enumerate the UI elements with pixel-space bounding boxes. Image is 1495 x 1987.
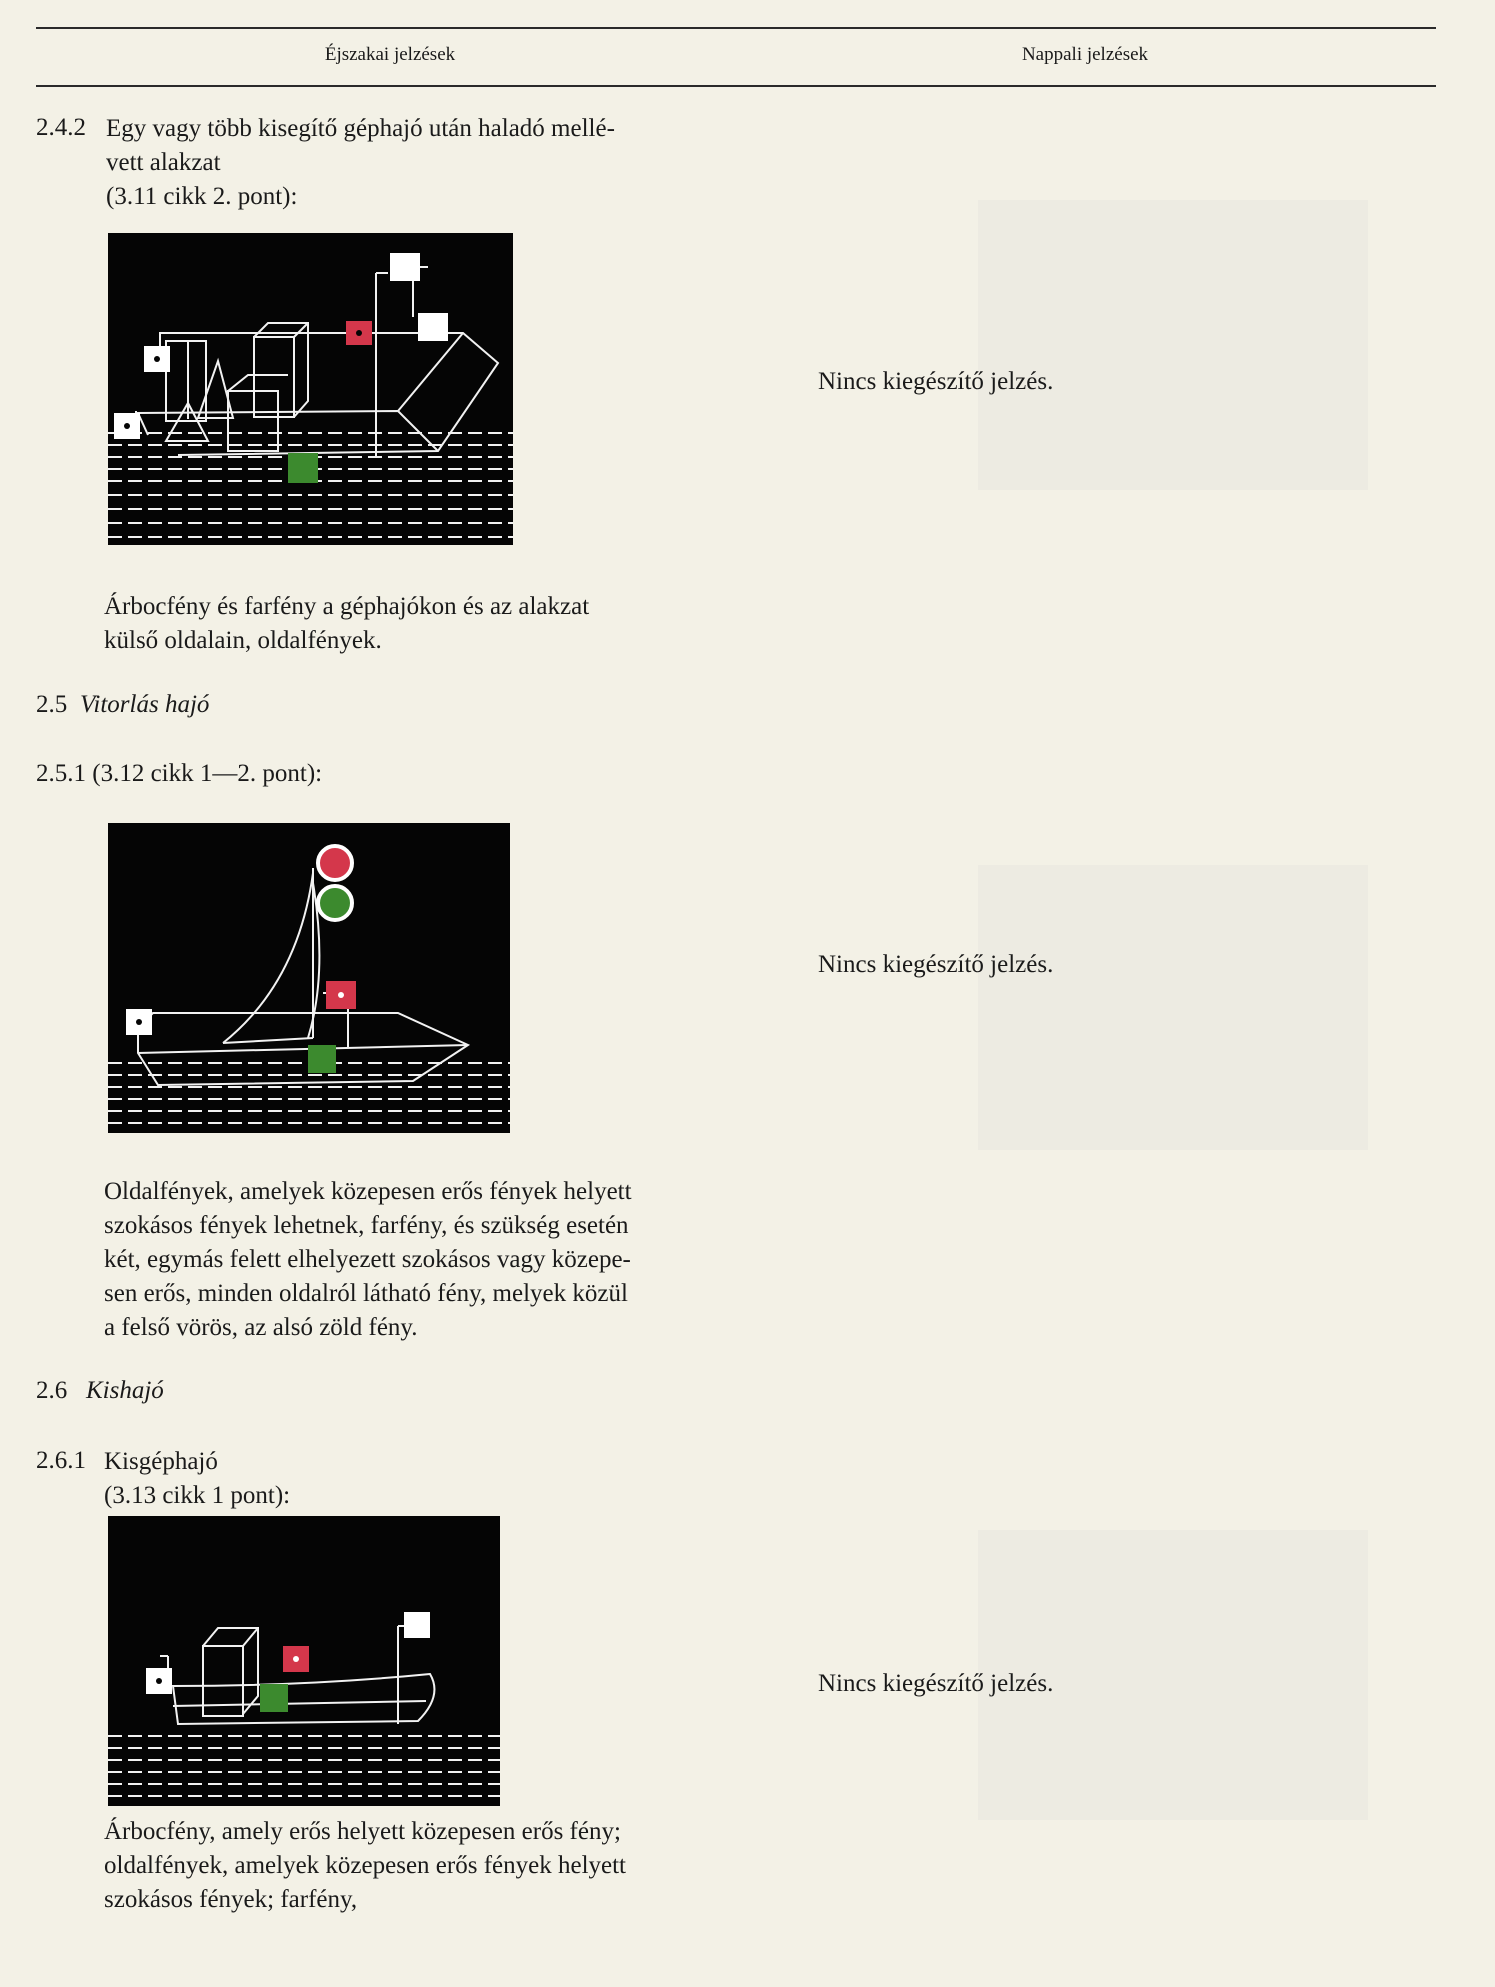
masthead-light-2 bbox=[418, 313, 448, 341]
section-2-4-2-title bbox=[106, 112, 615, 214]
caption-line: oldalfények, amelyek közepesen erős fények helyett bbox=[104, 1852, 626, 1879]
title-line: (3.11 cikk 2. pont): bbox=[106, 183, 298, 210]
caption-line: szokásos fények; farfény, bbox=[104, 1886, 358, 1913]
night-illustration-side-by-side-formation bbox=[108, 233, 513, 545]
section-2-6-1-title bbox=[104, 1445, 290, 1513]
all-round-red-light bbox=[318, 846, 352, 880]
starboard-side-light-green bbox=[260, 1684, 288, 1712]
caption-line: két, egymás felett elhelyezett szokásos vagy közepe- bbox=[104, 1246, 631, 1273]
section-2-5-1-heading: 2.5.1 (3.12 cikk 1—2. pont): bbox=[36, 760, 323, 787]
show-through-ghost-1 bbox=[978, 200, 1368, 490]
water-lines bbox=[108, 433, 513, 537]
day-signal-text-2-6-1: Nincs kiegészítő jelzés. bbox=[818, 1670, 1054, 1697]
title-line: Kisgéphajó bbox=[104, 1448, 218, 1475]
title-line: vett alakzat bbox=[106, 149, 221, 176]
section-number-2-5: 2.5 bbox=[36, 691, 68, 718]
caption-line: Árbocfény, amely erős helyett közepesen erős fény; bbox=[104, 1818, 621, 1845]
starboard-side-light-green bbox=[288, 453, 318, 483]
all-round-green-light bbox=[318, 886, 352, 920]
title-line: Egy vagy több kisegítő géphajó után haladó mellé- bbox=[106, 115, 615, 142]
header-bottom-rule bbox=[36, 85, 1436, 87]
section-number-2-4-2: 2.4.2 bbox=[36, 114, 86, 141]
section-2-4-2-caption bbox=[104, 590, 589, 658]
section-2-5-1-caption bbox=[104, 1175, 632, 1345]
masthead-light-1 bbox=[390, 253, 420, 281]
show-through-ghost-2 bbox=[978, 865, 1368, 1150]
title-line: (3.13 cikk 1 pont): bbox=[104, 1482, 291, 1509]
ship-outlines bbox=[136, 267, 498, 457]
section-number-2-6-1: 2.6.1 bbox=[36, 1447, 86, 1474]
night-illustration-sailing-vessel bbox=[108, 823, 510, 1133]
caption-line: szokásos fények lehetnek, farfény, és szükség esetén bbox=[104, 1212, 629, 1239]
day-signals-heading: Nappali jelzések bbox=[1021, 44, 1149, 65]
day-signal-text-2-4-2: Nincs kiegészítő jelzés. bbox=[818, 368, 1054, 395]
caption-line: a felső vörös, az alsó zöld fény. bbox=[104, 1314, 418, 1341]
caption-line: külső oldalain, oldalfények. bbox=[104, 627, 382, 654]
caption-line: Oldalfények, amelyek közepesen erős fények helyett bbox=[104, 1178, 632, 1205]
caption-line: sen erős, minden oldalról látható fény, melyek közül bbox=[104, 1280, 628, 1307]
night-illustration-small-motor-craft bbox=[108, 1516, 500, 1806]
caption-line: Árbocfény és farfény a géphajókon és az alakzat bbox=[104, 593, 590, 620]
section-2-6-1-caption bbox=[104, 1815, 626, 1917]
masthead-light bbox=[404, 1612, 430, 1638]
starboard-side-light-green bbox=[308, 1045, 336, 1073]
header-top-rule bbox=[36, 27, 1436, 29]
section-number-2-6: 2.6 bbox=[36, 1377, 68, 1404]
night-signals-heading: Éjszakai jelzések bbox=[324, 44, 456, 65]
section-2-6-title: Kishajó bbox=[86, 1377, 164, 1404]
day-signal-text-2-5-1: Nincs kiegészítő jelzés. bbox=[818, 951, 1054, 978]
section-2-5-title: Vitorlás hajó bbox=[80, 691, 210, 718]
